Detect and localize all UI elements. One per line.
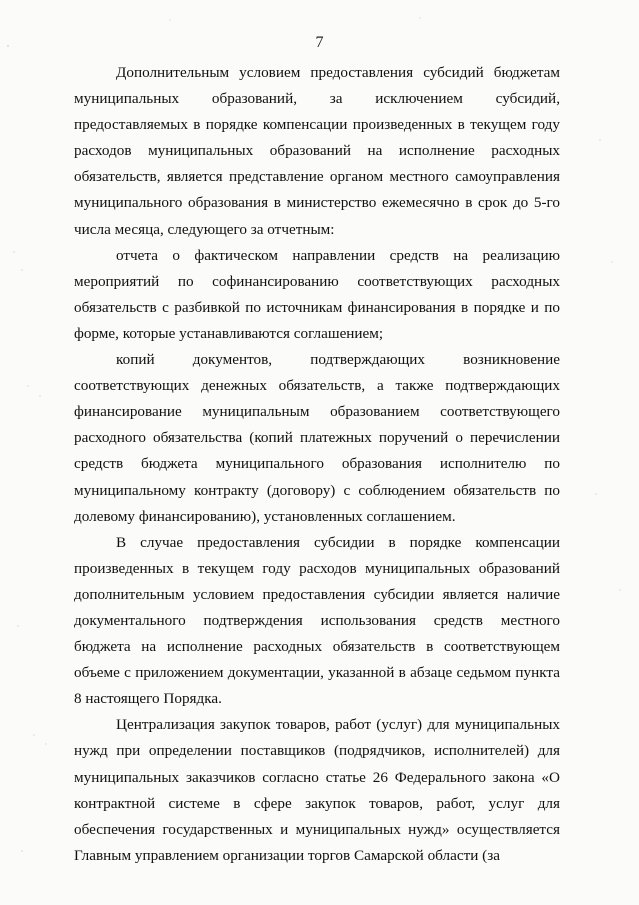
paragraph-additional-condition: Дополнительным условием предоставления субсидий бюджетам муниципальных образований, за исключением субсидий, предоставляемых в порядке компенсации произведенных в текущем году расходов муниципальных образований на исполнение расходных обязательств, является представление органом местного самоуправления муниципального образования в министерство ежемесячно в срок до 5-го числа месяца, следующего за отчетным: — [74, 64, 560, 238]
document-body — [74, 60, 560, 869]
paragraph-centralization: Централизация закупок товаров, работ (услуг) для муниципальных нужд при определении поставщиков (подрядчиков, исполнителей) для муниципальных заказчиков согласно статье 26 Федерального закона «О контрактной системе в сфере закупок товаров, работ, услуг для обеспечения государственных и муниципальных нужд» осуществляется Главным управлением организации торгов Самарской области (за — [74, 716, 560, 864]
paragraph-report: отчета о фактическом направлении средств на реализацию мероприятий по софинансированию соответствующих расходных обязательств с разбивкой по источникам финансирования в порядке и по форме, которые устанавливаются соглашением; — [74, 246, 560, 342]
paragraph-compensation-case: В случае предоставления субсидии в порядке компенсации произведенных в текущем году расходов муниципальных образований дополнительным условием предоставления субсидии является наличие документального подтверждения использования средств местного бюджета на исполнение расходных обязательств в соответствующем объеме с приложением документации, указанной в абзаце седьмом пункта 8 настоящего Порядка. — [74, 533, 560, 708]
paragraph-document-copies: копий документов, подтверждающих возникновение соответствующих денежных обязательств, а также подтверждающих финансирование муниципальным образованием соответствующего расходного обязательства (копий платежных поручений о перечислении средств бюджета муниципального образования исполнителю по муниципальному контракту (договору) с соблюдением обязательств по долевому финансированию), установленных соглашением. — [74, 351, 560, 525]
page-number: 7 — [315, 34, 324, 51]
